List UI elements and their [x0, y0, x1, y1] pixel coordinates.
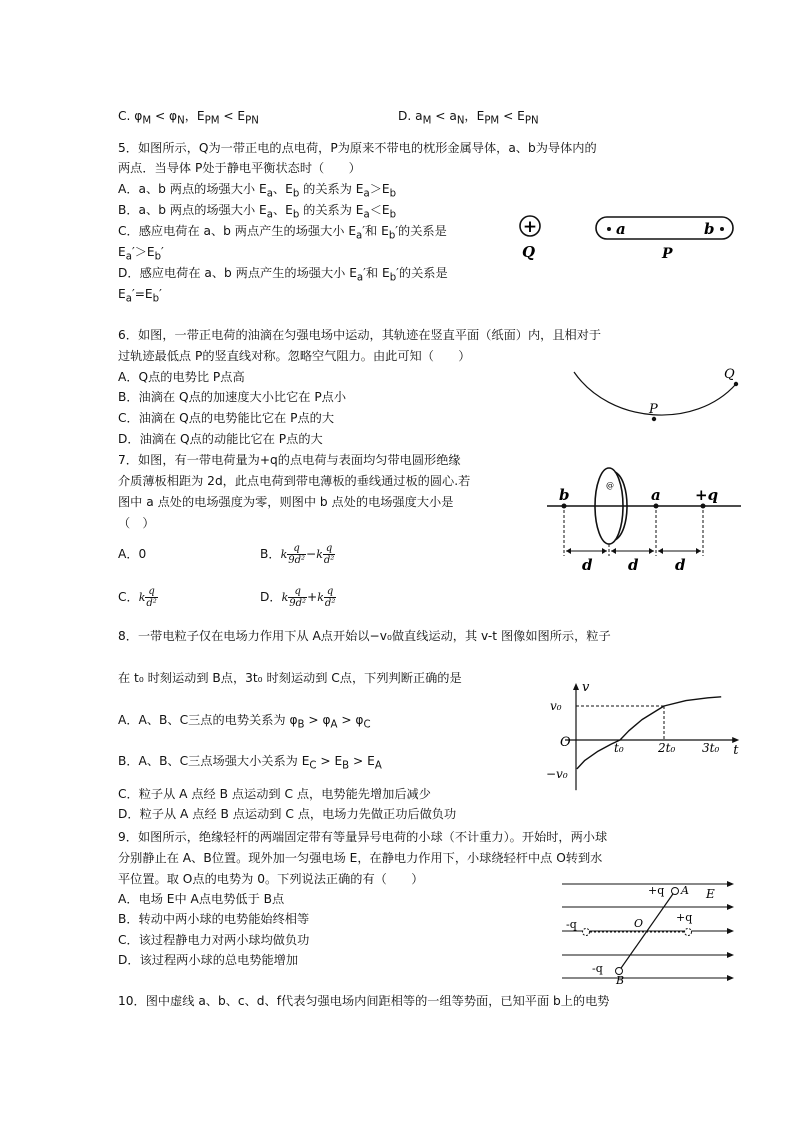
- q6-option-c: C．油滴在 Q点的电势能比它在 P点的大: [118, 411, 335, 425]
- q9-label-o: O: [634, 917, 644, 930]
- q7-stem-line-4: （ ）: [118, 516, 155, 530]
- q7-option-c-label: C．: [118, 590, 139, 604]
- q7-frac-q-d2: [323, 543, 335, 566]
- q9-field-arrowheads: [727, 881, 734, 981]
- q7-k: k: [281, 591, 289, 604]
- vt-y-tick-label: −v₀: [546, 767, 568, 781]
- q7-option-a: A．0: [118, 547, 147, 561]
- q6-label-p: P: [649, 402, 658, 417]
- q9-ball-a: [672, 888, 679, 895]
- vt-x-tick-label: t₀: [614, 741, 624, 755]
- q6-stem-line-1: 6．如图，一带正电荷的油滴在匀强电场中运动，其轨迹在竖直平面（纸面）内，且相对于: [118, 328, 602, 342]
- q7-frac-q-d2: [145, 586, 157, 609]
- prev-option-c: C. $\varphi_M < \varphi_N$，$E_{PM} < E_{PN}$: [118, 109, 259, 127]
- q9-label-right-charge: +q: [676, 911, 693, 924]
- vt-y-arrow: [573, 683, 579, 690]
- q7-point-charge: [701, 504, 706, 509]
- q5-label-p: P: [662, 246, 673, 262]
- q5-stem-line-1: 5．如图所示，Q为一带正电的点电荷，P为原来不带电的枕形金属导体，a、b为导体内的: [118, 141, 597, 155]
- vt-x-tick-label: 3t₀: [702, 741, 720, 755]
- q5-stem-line-2: 两点．当导体 P处于静电平衡状态时（ ）: [118, 161, 361, 175]
- q7-label-b: b: [559, 486, 570, 504]
- q7-label-d-3: d: [675, 556, 686, 574]
- q9-label-left-charge: -q: [566, 918, 577, 931]
- q7-k: k: [316, 548, 323, 561]
- q9-stem-line-1: 9．如图所示，绝缘轻杆的两端固定带有等量异号电荷的小球（不计重力）。开始时，两小球: [118, 830, 608, 844]
- q9-ball-right: [685, 929, 692, 936]
- q5-option-c-line-2: $E_a'>E_b'$: [118, 245, 164, 263]
- q8-option-a: A．A、B、C三点的电势关系为 $\varphi_B > \varphi_A > \varphi_C$: [118, 713, 371, 731]
- q5-option-c-line-1: C．感应电荷在 a、b 两点产生的场强大小 $E_a'$和 $E_b'$的关系是: [118, 224, 447, 242]
- q7-option-b-label: B．: [260, 547, 281, 561]
- q6-figure: [570, 362, 750, 432]
- q7-stem-line-1: 7．如图，有一带电荷量为+q的点电荷与表面均匀带电圆形绝缘: [118, 453, 461, 467]
- q7-figure: [545, 462, 745, 577]
- q6-option-a: A．Q点的电势比 P点高: [118, 370, 245, 384]
- q9-stem-line-3: 平位置。取 O点的电势为 0。下列说法正确的有（ ）: [118, 872, 424, 886]
- q8-vt-chart: [548, 660, 748, 802]
- q7-k: k: [317, 591, 324, 604]
- q7-frac-q-9d2: [287, 543, 306, 566]
- q9-label-bottom-charge: -q: [592, 962, 603, 975]
- q5-label-b: b: [704, 220, 715, 238]
- q7-frac-den: 9d²: [288, 555, 306, 566]
- q8-option-b: B．A、B、C三点场强大小关系为 $E_C > E_B > E_A$: [118, 754, 382, 772]
- q9-stem-line-2: 分别静止在 A、B位置。现外加一匀强电场 E，在静电力作用下，小球绕轻杆中点 O转到水: [118, 851, 603, 865]
- vt-series-line: [577, 697, 721, 769]
- q5-option-d-line-1: D．感应电荷在 a、b 两点产生的场强大小 $E_a'$和 $E_b'$的关系是: [118, 266, 448, 284]
- q7-k: k: [138, 591, 146, 604]
- vt-y-tick-label: v₀: [550, 699, 562, 713]
- q8-option-d: D．粒子从 A 点经 B 点运动到 C 点，电场力先做正功后做负功: [118, 807, 457, 821]
- q7-frac-num: q: [323, 543, 335, 555]
- q7-frac-num: q: [324, 586, 336, 598]
- q7-frac-num: q: [287, 543, 306, 555]
- q7-plus: +: [307, 590, 318, 604]
- q7-label-d-2: d: [628, 556, 639, 574]
- q6-label-q: Q: [724, 367, 735, 382]
- q7-center-mark: @: [606, 481, 614, 490]
- q6-point-q: [734, 382, 738, 386]
- q7-label-charge: +q: [695, 486, 719, 504]
- q7-frac-q-9d2: [288, 586, 307, 609]
- q9-label-e: E: [706, 887, 715, 901]
- q6-option-b: B．油滴在 Q点的加速度大小比它在 P点小: [118, 390, 347, 404]
- q9-label-b: B: [616, 974, 625, 987]
- q7-k: k: [280, 548, 288, 561]
- q5-label-a: a: [616, 220, 626, 238]
- q7-guides: [564, 510, 703, 556]
- q6-option-d: D．油滴在 Q点的动能比它在 P点的大: [118, 432, 323, 446]
- q5-point-b: [720, 227, 724, 231]
- q5-option-b: B．a、b 两点的场强大小 $E_a$、$E_b$ 的关系为 $E_a<E_b$: [118, 203, 397, 221]
- q5-point-a: [607, 227, 611, 231]
- q7-point-b: [562, 504, 567, 509]
- q6-stem-line-2: 过轨迹最低点 P的竖直线对称。忽略空气阻力。由此可知（ ）: [118, 349, 471, 363]
- q5-option-d-line-2: $E_a'=E_b'$: [118, 287, 162, 305]
- q5-plus-sign: +: [522, 217, 538, 237]
- q7-frac-num: q: [288, 586, 307, 598]
- q8-option-c: C．粒子从 A 点经 B 点运动到 C 点，电势能先增加后减少: [118, 787, 431, 801]
- q7-frac-den: d²: [146, 598, 157, 609]
- q9-label-top-charge: +q: [648, 884, 665, 897]
- q7-point-a: [654, 504, 659, 509]
- q6-point-p: [652, 417, 656, 421]
- q7-frac-den: 9d²: [289, 598, 307, 609]
- q7-option-c: [118, 583, 158, 612]
- q10-stem-line-1: 10．图中虚线 a、b、c、d、f代表匀强电场内间距相等的一组等势面，已知平面 b上的电势: [118, 994, 610, 1008]
- q7-label-d-1: d: [582, 556, 593, 574]
- q7-minus: −: [306, 547, 317, 561]
- q9-option-a: A．电场 E中 A点电势低于 B点: [118, 892, 285, 906]
- q9-ball-left: [583, 929, 590, 936]
- vt-x-tick-label: 2t₀: [658, 741, 676, 755]
- q7-option-d-label: D．: [260, 590, 282, 604]
- vt-origin-label: O: [560, 735, 571, 750]
- q7-option-b: [260, 540, 335, 569]
- q7-frac-q-d2: [324, 586, 336, 609]
- q7-frac-num: q: [145, 586, 157, 598]
- q9-option-c: C．该过程静电力对两小球均做负功: [118, 933, 310, 947]
- q7-frac-den: d²: [324, 598, 336, 609]
- q9-label-a: A: [681, 884, 689, 897]
- q9-figure: [560, 876, 740, 986]
- prev-option-d: D. $a_M < a_N$，$E_{PM} < E_{PN}$: [398, 109, 539, 127]
- vt-y-label: v: [582, 680, 590, 695]
- q5-label-q: Q: [522, 243, 536, 261]
- q7-frac-den: d²: [323, 555, 335, 566]
- q8-stem-line-1: 8．一带电粒子仅在电场力作用下从 A点开始以−v₀做直线运动，其 v-t 图像如图所示，粒子: [118, 629, 611, 643]
- q5-option-a: A．a、b 两点的场强大小 $E_a$、$E_b$ 的关系为 $E_a>E_b$: [118, 182, 397, 200]
- q7-stem-line-3: 图中 a 点处的电场强度为零，则图中 b 点处的电场强度大小是: [118, 495, 454, 509]
- q7-option-d: [260, 583, 336, 612]
- q7-stem-line-2: 介质薄板相距为 2d，此点电荷到带电薄板的垂线通过板的圆心.若: [118, 474, 471, 488]
- q9-option-b: B．转动中两小球的电势能始终相等: [118, 912, 310, 926]
- q9-option-d: D．该过程两小球的总电势能增加: [118, 953, 299, 967]
- vt-x-label: t: [733, 743, 739, 758]
- q7-label-a: a: [651, 486, 661, 504]
- q5-figure: [508, 205, 748, 265]
- q8-stem-line-2: 在 t₀ 时刻运动到 B点，3t₀ 时刻运动到 C点，下列判断正确的是: [118, 671, 462, 685]
